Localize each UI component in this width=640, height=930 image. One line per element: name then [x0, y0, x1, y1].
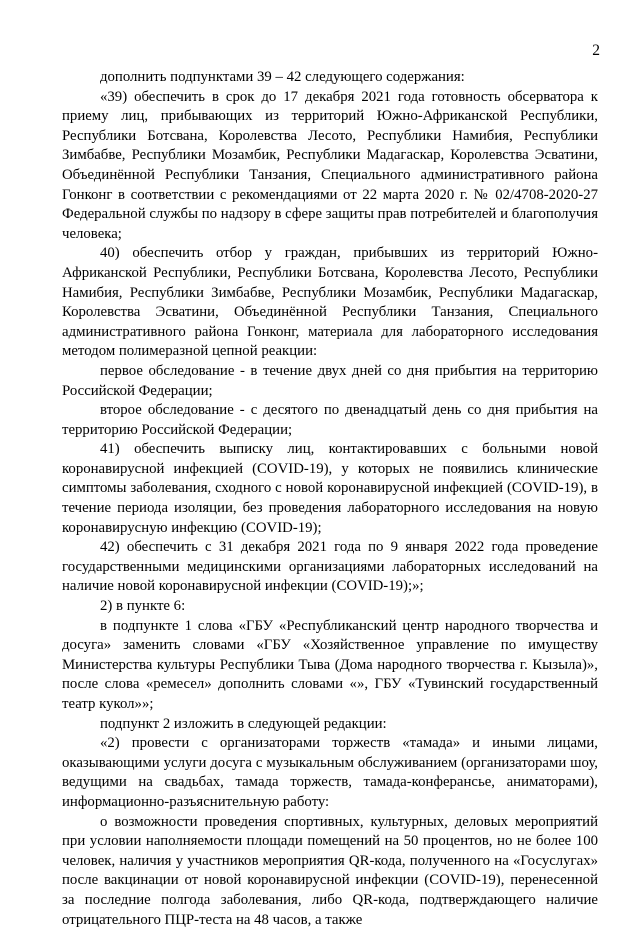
- paragraph-point-6: 2) в пункте 6:: [100, 598, 186, 615]
- paragraph-first-exam: первое обследование - в течение двух дней со дня прибытия на территорию Российской Федерации;: [62, 362, 598, 399]
- paragraph-item-39: «39) обеспечить в срок до 17 декабря 2021 года готовность обсерватора к приему лиц, прибывающих из территорий Южно-Африканской Республики, Республики Ботсвана, Королевства Лесото, Республики Намибия, Республики Зимбабве, Республики Мозамбик, Республики Мадагаскар, Королевства Эсватини, Объединённой Республики Танзания, Специального административного района Гонконг в соответствии с рекомендациями от 22 марта 2020 г. № 02/4708-2020-27 Федеральной службы по надзору в сфере защиты прав потребителей и благополучия человека;: [62, 88, 598, 242]
- paragraph-item-41: 41) обеспечить выписку лиц, контактировавших с больными новой коронавирусной инфекцией (COVID-19), у которых не появились клинические симптомы заболевания, сходного с новой коронавирусной инфекцией (COVID-19), в течение периода изоляции, без проведения лабораторного исследования на новую коронавирусную инфекцию (COVID-19);: [62, 441, 598, 536]
- paragraph-second-exam: второе обследование - с десятого по двенадцатый день со дня прибытия на территорию Российской Федерации;: [62, 402, 598, 438]
- document-body: [62, 68, 598, 930]
- paragraph-item-40: 40) обеспечить отбор у граждан, прибывших из территорий Южно-Африканской Республики, Республики Ботсвана, Королевства Лесото, Республики Намибия, Республики Зимбабве, Республики Мозамбик, Республики Мадагаскар, Королевства Эсватини, Объединённой Республики Танзания, Специального административного района Гонконг, материала для лабораторного исследования методом полимеразной цепной реакции:: [62, 245, 598, 360]
- paragraph-events-conditions: о возможности проведения спортивных, культурных, деловых мероприятий при условии наполняемости площади помещений на 50 процентов, но не более 100 человек, наличия у участников мероприятия QR-кода, полученного на «Госуслугах» после вакцинации от новой коронавирусной инфекции (COVID-19), перенесенной за последние полгода заболевания, либо QR-кода, подтверждающего наличие отрицательного ПЦР-теста на 48 часов, а также: [62, 813, 598, 928]
- paragraph-subpoint-2-intro: подпункт 2 изложить в следующей редакции:: [100, 715, 387, 732]
- paragraph-subpoint-1: в подпункте 1 слова «ГБУ «Республиканский центр народного творчества и досуга» заменить словами «ГБУ «Хозяйственное управление по имуществу Министерства культуры Республики Тыва (Дома народного творчества г. Кызыла)», после слова «ремесел» дополнить словами «», ГБУ «Тувинский государственный театр кукол»»;: [62, 617, 598, 712]
- page-number: 2: [592, 42, 600, 59]
- paragraph-intro: дополнить подпунктами 39 – 42 следующего содержания:: [100, 69, 465, 85]
- paragraph-item-42: 42) обеспечить с 31 декабря 2021 года по 9 января 2022 года проведение государственными медицинскими организациями лабораторных исследований на наличие новой коронавирусной инфекции (COVID-19);»;: [62, 539, 598, 595]
- paragraph-subpoint-2-text: «2) провести с организаторами торжеств «тамада» и иными лицами, оказывающими услуги досуга с музыкальным обслуживанием (организаторами шоу, ведущими на свадьбах, тамада торжеств, тамада-конферансье, аниматорами), информационно-разъяснительную работу:: [62, 735, 598, 810]
